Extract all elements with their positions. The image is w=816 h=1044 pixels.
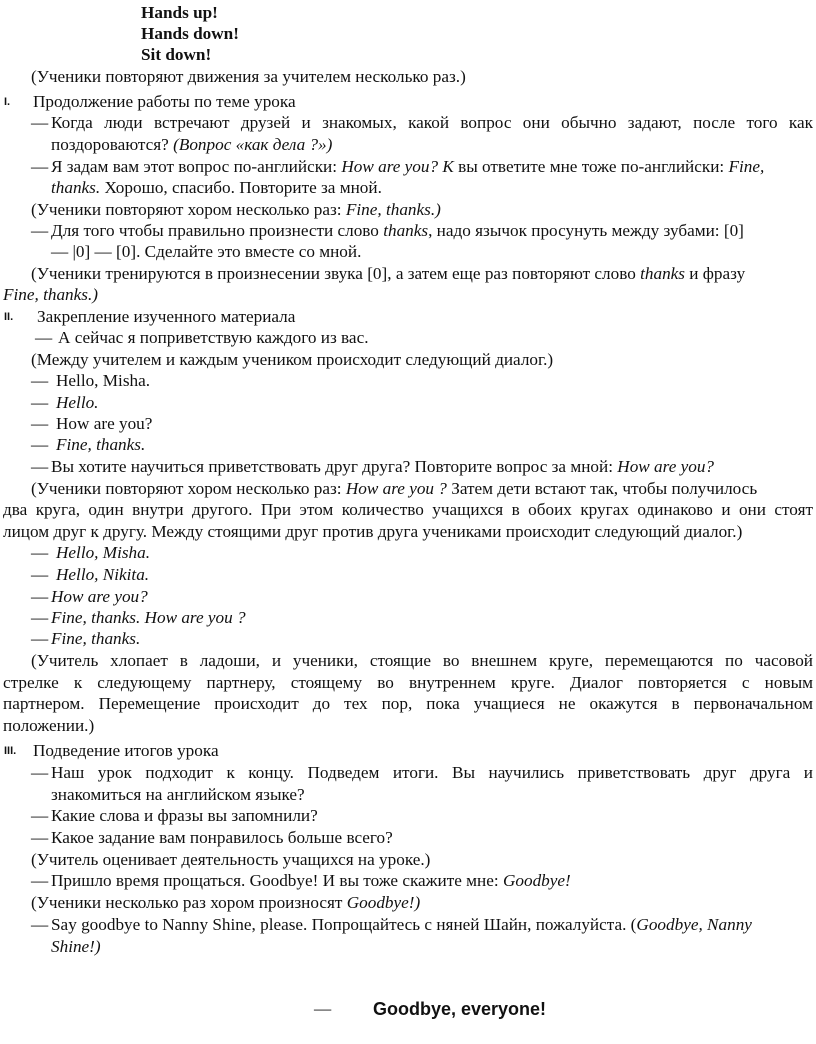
stage-note: лицом друг к другу. Между стоящими друг против друга учениками происходит следующий диалог.) (3, 522, 743, 541)
dash-marker: — (35, 328, 53, 347)
paragraph-line: Я задам вам этот вопрос по-английски: How are you? К вы ответите мне тоже по-английски: Fine, (51, 157, 765, 176)
section-numeral: II. (4, 311, 14, 323)
dash-marker: — (31, 871, 49, 890)
dash-marker: — (31, 763, 49, 782)
paragraph-line: Когда люди встречают друзей и знакомых, какой вопрос они обычно задают, после того как (51, 113, 813, 132)
section-title: Подведение итогов урока (33, 741, 219, 760)
stage-note: положении.) (3, 716, 95, 735)
stage-note: (Ученики повторяют движения за учителем несколько раз.) (31, 67, 466, 86)
section-title: Продолжение работы по теме урока (33, 92, 296, 111)
dash-marker: — (31, 414, 49, 433)
dash-marker: — (31, 915, 49, 934)
stage-note: (Учитель оценивает деятельность учащихся на уроке.) (31, 850, 431, 869)
stage-note: (Ученики тренируются в произнесении звука [0], а затем еще раз повторяют слово thanks и фразу (31, 264, 746, 283)
dash-marker: — (31, 565, 49, 584)
paragraph-line: thanks. Хорошо, спасибо. Повторите за мной. (51, 178, 382, 197)
dash-marker: — (314, 999, 332, 1018)
stage-note: (Учитель хлопает в ладоши, и ученики, стоящие во внешнем круге, перемещаются по часовой (31, 651, 813, 670)
dash-marker: — (31, 629, 49, 648)
dash-marker: — (31, 113, 49, 132)
stage-note: (Ученики повторяют хором несколько раз: Fine, thanks.) (31, 200, 441, 219)
paragraph-line: А сейчас я поприветствую каждого из вас. (58, 328, 369, 347)
dash-marker: — (31, 393, 49, 412)
paragraph-line: Пришло время прощаться. Goodbye! И вы тоже скажите мне: Goodbye! (51, 871, 571, 890)
paragraph-line: Какое задание вам понравилось больше всего? (51, 828, 393, 847)
dash-marker: — (31, 221, 49, 240)
dash-marker: — (31, 543, 49, 562)
dialogue-line: Fine, thanks. How are you ? (51, 608, 246, 627)
paragraph-line: знакомиться на английском языке? (51, 785, 305, 804)
paragraph-line: — |0] — [0]. Сделайте это вместе со мной. (51, 242, 362, 261)
chant-line: Hands down! (141, 24, 239, 43)
paragraph-line: Say goodbye to Nanny Shine, please. Попрощайтесь с няней Шайн, пожалуйста. (Goodbye, Nanny (51, 915, 752, 934)
dialogue-line: How are you? (51, 587, 148, 606)
stage-note: Fine, thanks.) (3, 285, 98, 304)
paragraph-line: Для того чтобы правильно произнести слово thanks, надо язычок просунуть между зубами: [0] (51, 221, 744, 240)
dash-marker: — (31, 806, 49, 825)
dialogue-line: Fine, thanks. (51, 629, 141, 648)
stage-note: партнером. Перемещение происходит до тех пор, пока учащиеся не окажутся в первоначальном (3, 694, 813, 713)
dash-marker: — (31, 371, 49, 390)
stage-note: два круга, один внутри другого. При этом количество учащихся в обоих кругах одинаково и они стоят (3, 500, 813, 519)
dash-marker: — (31, 587, 49, 606)
closing-line (314, 997, 547, 1021)
paragraph-line: Вы хотите научиться приветствовать друг друга? Повторите вопрос за мной: How are you? (51, 457, 715, 476)
dash-marker: — (31, 457, 49, 476)
section-numeral: I. (4, 96, 11, 108)
dialogue-line: Fine, thanks. (56, 435, 146, 454)
dash-marker: — (31, 157, 49, 176)
section-numeral: III. (4, 745, 17, 757)
dialogue-line: Hello. (56, 393, 99, 412)
dialogue-line: How are you? (56, 414, 153, 433)
stage-note: (Ученики повторяют хором несколько раз: How are you ? Затем дети встают так, чтобы получилось (31, 479, 758, 498)
dash-marker: — (31, 608, 49, 627)
dialogue-line: Hello, Misha. (56, 543, 151, 562)
stage-note: стрелке к следующему партнеру, стоящему во внутреннем круге. Диалог повторяется с новым (3, 673, 813, 692)
paragraph-line: Какие слова и фразы вы запомнили? (51, 806, 318, 825)
dash-marker: — (31, 828, 49, 847)
closing-text: Goodbye, everyone! (373, 999, 547, 1019)
paragraph-line: Shine!) (51, 937, 101, 956)
chant-line: Hands up! (141, 3, 218, 22)
stage-note: (Между учителем и каждым учеником происходит следующий диалог.) (31, 350, 554, 369)
paragraph-line: Наш урок подходит к концу. Подведем итоги. Вы научились приветствовать друг друга и (51, 763, 813, 782)
dash-marker: — (31, 435, 49, 454)
dialogue-line: Hello, Misha. (56, 371, 151, 390)
chant-line: Sit down! (141, 45, 212, 64)
stage-note: (Ученики несколько раз хором произносят Goodbye!) (31, 893, 421, 912)
dialogue-line: Hello, Nikita. (56, 565, 150, 584)
paragraph-line: поздороваются? (Вопрос «как дела ?») (51, 135, 333, 154)
section-title: Закрепление изученного материала (37, 307, 296, 326)
